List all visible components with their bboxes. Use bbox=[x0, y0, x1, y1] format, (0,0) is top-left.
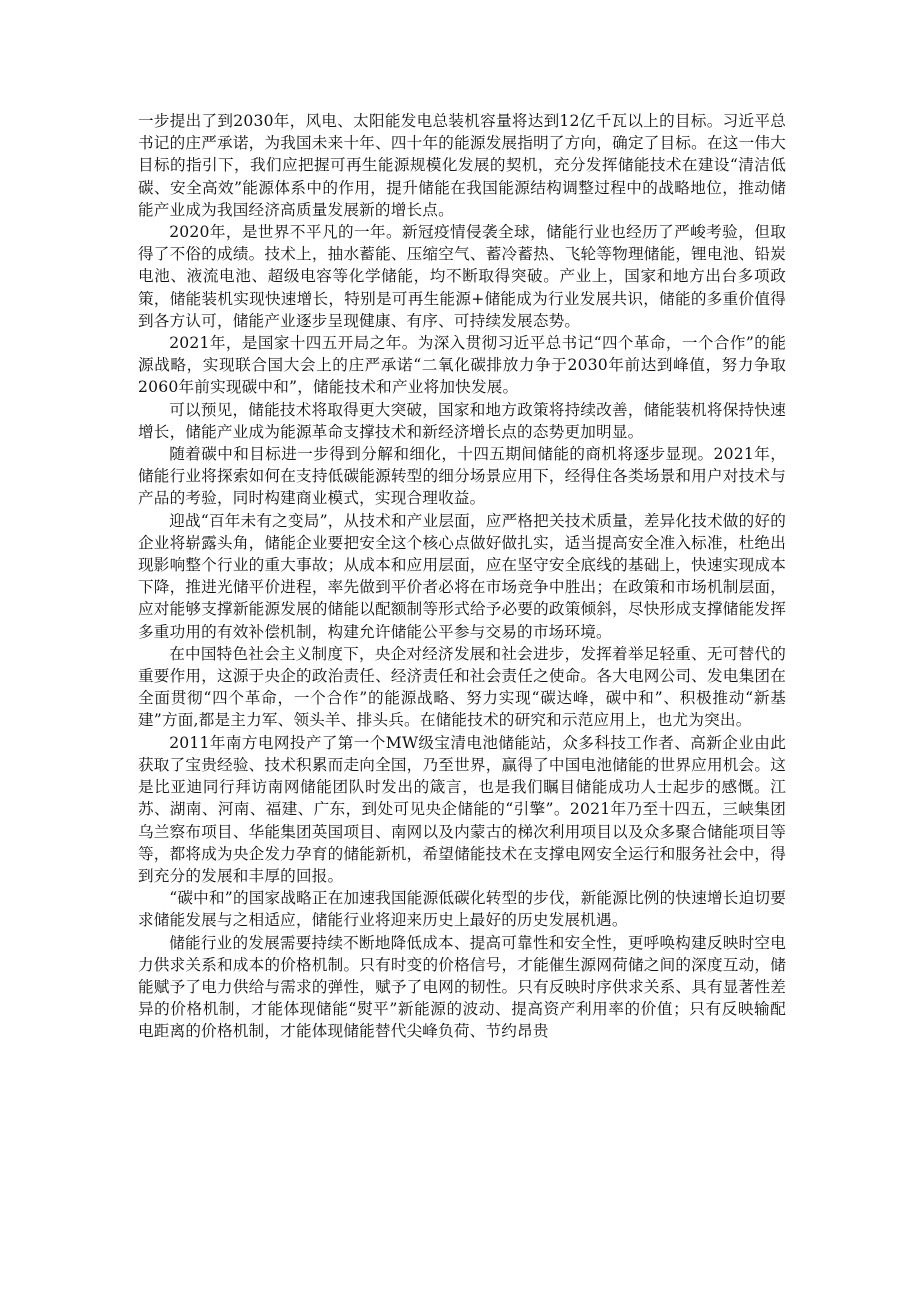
paragraph-4: 可以预见，储能技术将取得更大突破，国家和地方政策将持续改善，储能装机将保持快速增长，储能产业成为能源革命支撑技术和新经济增长点的态势更加明显。 bbox=[138, 400, 786, 441]
paragraph-5: 随着碳中和目标进一步得到分解和细化，十四五期间储能的商机将逐步显现。2021年，储能行业将探索如何在支持低碳能源转型的细分场景应用下，经得住各类场景和用户对技术与产品的考验，同时构建商业模式，实现合理收益。 bbox=[138, 445, 786, 508]
paragraph-6: 迎战“百年未有之变局”，从技术和产业层面，应严格把关技术质量，差异化技术做的好的企业将崭露头角，储能企业要把安全这个核心点做好做扎实，适当提高安全准入标准，杜绝出现影响整个行业的重大事故；从成本和应用层面，应在坚守安全底线的基础上，快速实现成本下降，推进光储平价进程，率先做到平价者必将在市场竞争中胜出；在政策和市场机制层面，应对能够支撑新能源发展的储能以配额制等形式给予必要的政策倾斜，尽快形成支撑储能发挥多重功用的有效补偿机制，构建允许储能公平参与交易的市场环境。 bbox=[138, 511, 786, 641]
paragraph-1: 一步提出了到2030年，风电、太阳能发电总装机容量将达到12亿千瓦以上的目标。习近平总书记的庄严承诺，为我国未来十年、四十年的能源发展指明了方向，确定了目标。在这一伟大目标的指引下，我们应把握可再生能源规模化发展的契机，充分发挥储能技术在建设“清洁低碳、安全高效”能源体系中的作用，提升储能在我国能源结构调整过程中的战略地位，推动储能产业成为我国经济高质量发展新的增长点。 bbox=[138, 112, 786, 219]
paragraph-7: 在中国特色社会主义制度下，央企对经济发展和社会进步，发挥着举足轻重、无可替代的重要作用，这源于央企的政治责任、经济责任和社会责任之使命。各大电网公司、发电集团在全面贯彻“四个革命，一个合作”的能源战略、努力实现“碳达峰，碳中和”、积极推动“新基建”方面,都是主力军、领头羊、排头兵。在储能技术的研究和示范应用上，也尤为突出。 bbox=[138, 644, 786, 730]
paragraph-10: 储能行业的发展需要持续不断地降低成本、提高可靠性和安全性，更呼唤构建反映时空电力供求关系和成本的价格机制。只有时变的价格信号，才能催生源网荷储之间的深度互动，储能赋予了电力供给与需求的弹性，赋予了电网的韧性。只有反映时序供求关系、具有显著性差异的价格机制，才能体现储能“熨平”新能源的波动、提高资产利用率的价值；只有反映输配电距离的价格机制，才能体现储能替代尖峰负荷、节约昂贵 bbox=[138, 933, 786, 1041]
paragraph-8: 2011年南方电网投产了第一个MW级宝清电池储能站，众多科技工作者、高新企业由此获取了宝贵经验、技术积累而走向全国，乃至世界，赢得了中国电池储能的世界应用机会。这是比亚迪同行拜访南网储能团队时发出的箴言，也是我们瞩目储能成功人士起步的感慨。江苏、湖南、河南、福建、广东，到处可见央企储能的“引擎”。2021年乃至十四五，三峡集团乌兰察布项目、华能集团英国项目、南网以及内蒙古的梯次利用项目以及众多聚合储能项目等等，都将成为央企发力孕育的储能新机，希望储能技术在支撑电网安全运行和服务社会中，得到充分的发展和丰厚的回报。 bbox=[138, 733, 786, 885]
paragraph-2: 2020年，是世界不平凡的一年。新冠疫情侵袭全球，储能行业也经历了严峻考验，但取得了不俗的成绩。技术上，抽水蓄能、压缩空气、蓄冷蓄热、飞轮等物理储能，锂电池、铅炭电池、液流电池、超级电容等化学储能，均不断取得突破。产业上，国家和地方出台多项政策，储能装机实现快速增长，特别是可再生能源+储能成为行业发展共识，储能的多重价值得到各方认可，储能产业逐步呈现健康、有序、可持续发展态势。 bbox=[138, 223, 786, 330]
document-body bbox=[138, 110, 786, 1043]
paragraph-9: “碳中和”的国家战略正在加速我国能源低碳化转型的步伐，新能源比例的快速增长迫切要求储能发展与之相适应，储能行业将迎来历史上最好的历史发展机遇。 bbox=[138, 889, 786, 930]
paragraph-3: 2021年，是国家十四五开局之年。为深入贯彻习近平总书记“四个革命，一个合作”的能源战略，实现联合国大会上的庄严承诺“二氧化碳排放力争于2030年前达到峰值，努力争取2060年前实现碳中和”，储能技术和产业将加快发展。 bbox=[138, 334, 786, 397]
